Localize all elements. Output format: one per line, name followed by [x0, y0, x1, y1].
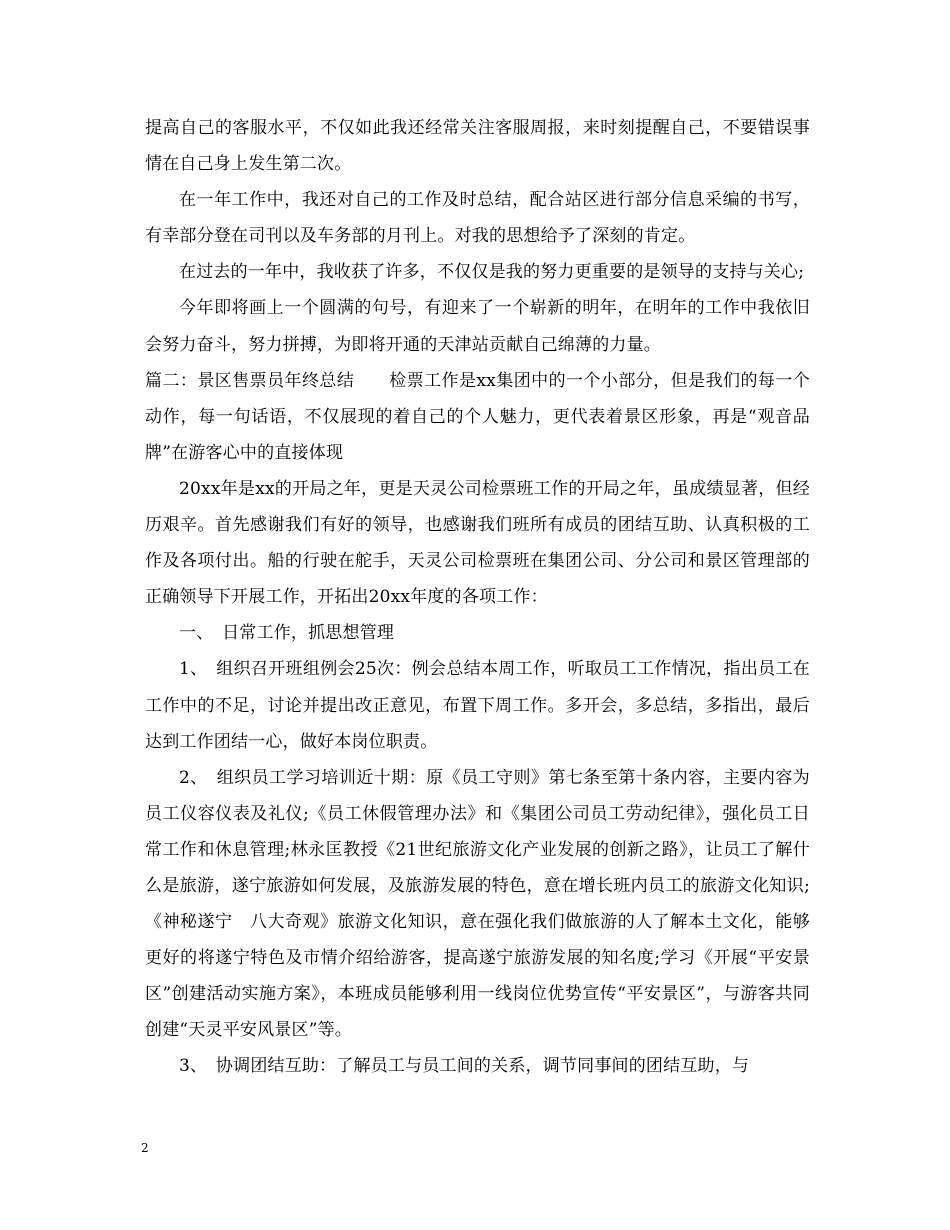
paragraph-4: 今年即将画上一个圆满的句号，有迎来了一个崭新的明年，在明年的工作中我依旧会努力奋斗，努力拼搏，为即将开通的天津站贡献自己绵薄的力量。 — [145, 298, 810, 355]
list-item-3: 3、 协调团结互助：了解员工与员工间的关系，调节同事间的团结互助，与 — [179, 1056, 750, 1077]
list-item-2: 2、 组织员工学习培训近十期：原《员工守则》第七条至第十条内容，主要内容为员工仪容仪表及礼仪;《员工休假管理办法》和《集团公司员工劳动纪律》，强化员工日常工作和休息管理;林永匡教授《21世纪旅游文化产业发展的创新之路》，让员工了解什么是旅游，遂宁旅游如何发展，及旅游发展的特色，意在增长班内员工的旅游文化知识;《神秘遂宁 八大奇观》旅游文化知识，意在强化我们做旅游的人了解本土文化，能够更好的将遂宁特色及市情介绍给游客，提高遂宁旅游发展的知名度;学习《开展“平安景区”创建活动实施方案》，本班成员能够利用一线岗位优势宣传“平安景区”，与游客共同创建“天灵平安风景区”等。 — [145, 767, 810, 1041]
page-number: 2 — [141, 1141, 149, 1155]
paragraph-6: 20xx年是xx的开局之年，更是天灵公司检票班工作的开局之年，虽成绩显著，但经历艰辛。首先感谢我们有好的领导，也感谢我们班所有成员的团结互助、认真积极的工作及各项付出。船的行驶在舵手，天灵公司检票班在集团公司、分公司和景区管理部的正确领导下开展工作，开拓出20xx年度的各项工作： — [145, 478, 810, 608]
paragraph-3: 在过去的一年中，我收获了许多，不仅仅是我的努力更重要的是领导的支持与关心; — [179, 262, 805, 283]
paragraph-2: 在一年工作中，我还对自己的工作及时总结，配合站区进行部分信息采编的书写，有幸部分登在司刊以及车务部的月刊上。对我的思想给予了深刻的肯定。 — [145, 190, 810, 247]
section-heading-paragraph: 篇二：景区售票员年终总结 检票工作是xx集团中的一个小部分，但是我们的每一个动作，每一句话语，不仅展现的着自己的个人魅力，更代表着景区形象，再是“观音品牌”在游客心中的直接体现 — [145, 370, 810, 463]
body-text — [145, 110, 810, 1085]
subsection-heading: 一、 日常工作，抓思想管理 — [179, 623, 395, 644]
paragraph-1: 提高自己的客服水平，不仅如此我还经常关注客服周报，来时刻提醒自己，不要错误事情在自己身上发生第二次。 — [145, 118, 810, 175]
list-item-1: 1、 组织召开班组例会25次：例会总结本周工作，听取员工工作情况，指出员工在工作中的不足，讨论并提出改正意见，布置下周工作。多开会，多总结，多指出，最后达到工作团结一心，做好本岗位职责。 — [145, 659, 810, 752]
